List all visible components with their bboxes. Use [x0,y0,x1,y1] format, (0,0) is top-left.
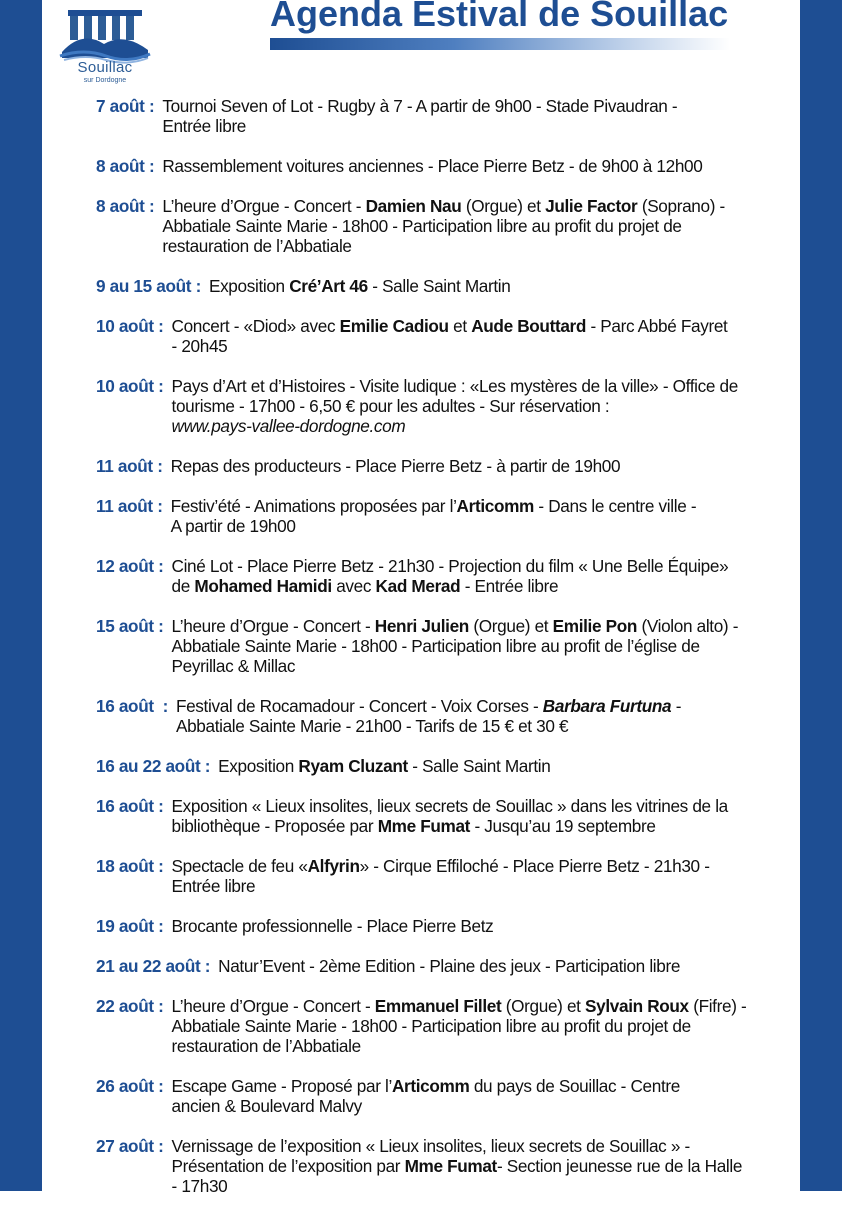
event-date: 22 août : [96,996,164,1016]
event-text: restauration de l’Abbatiale [171,1036,361,1056]
event-description-line [172,796,788,816]
event-description-line [172,656,788,676]
agenda-event [96,156,788,176]
event-text: (Violon alto) - [637,616,739,636]
event-text: Abbatiale Sainte Marie - 18h00 - Participation libre au profit du projet de [171,1016,691,1036]
event-text: Natur’Event - 2ème Edition - Plaine des jeux - Participation libre [218,956,681,976]
event-description [171,496,788,536]
event-date: 16 août : [96,696,168,716]
event-description [172,1076,788,1116]
event-description [162,156,788,176]
event-description [172,376,788,436]
event-date: 7 août : [96,96,155,116]
event-text: - Jusqu’au 19 septembre [470,816,656,836]
event-description [218,956,788,976]
agenda-list [96,96,788,1216]
event-text: Tournoi Seven of Lot - Rugby à 7 - A partir de 9h00 - Stade Pivaudran - [162,96,678,116]
logo-subtitle: sur Dordogne [83,77,127,84]
event-highlight: Julie Factor [545,196,638,216]
event-highlight: Mohamed Hamidi [194,576,332,596]
event-description-line [172,1036,788,1056]
event-highlight: Alfyrin [307,856,360,876]
event-date: 8 août : [96,156,155,176]
event-description-line [172,816,788,836]
event-text: tourisme - 17h00 - 6,50 € pour les adultes - Sur réservation : [171,396,610,416]
agenda-event [96,916,788,936]
event-text: (Soprano) - [637,196,725,216]
event-description-line [176,716,788,736]
event-date: 11 août : [96,496,163,516]
event-description-line [172,876,788,896]
agenda-event [96,316,788,356]
page-frame-left [0,0,42,1191]
event-text: - Salle Saint Martin [407,756,551,776]
agenda-event [96,996,788,1056]
event-description [172,556,788,596]
event-text: - Entrée libre [460,576,559,596]
event-description-line [172,1136,788,1156]
event-description-line [172,1016,788,1036]
agenda-event [96,376,788,436]
event-text: Abbatiale Sainte Marie - 18h00 - Participation libre au profit du projet de [162,216,682,236]
event-text: » - Cirque Effiloché - Place Pierre Betz - 21h30 - [359,856,710,876]
event-text: bibliothèque - Proposée par [171,816,378,836]
event-text: Entrée libre [171,876,256,896]
event-text: restauration de l’Abbatiale [162,236,352,256]
event-description-line [172,1096,788,1116]
event-description [172,916,788,936]
event-date: 26 août : [96,1076,164,1096]
event-description-line [172,396,788,416]
event-description-line [218,756,788,776]
event-text: du pays de Souillac - Centre [469,1076,680,1096]
agenda-event [96,496,788,536]
event-highlight: Aude Bouttard [471,316,587,336]
event-description-line [171,496,788,516]
event-description [172,856,788,896]
event-highlight: Cré’Art 46 [289,276,368,296]
event-description-line [172,1076,788,1096]
event-highlight: Henri Julien [374,616,469,636]
event-description-line [209,276,788,296]
agenda-event [96,276,788,296]
agenda-event [96,556,788,596]
event-text: (Fifre) - [688,996,747,1016]
event-description-line [172,856,788,876]
event-description [218,756,788,776]
event-description-line [162,236,788,256]
agenda-event [96,1136,788,1196]
event-text: ancien & Boulevard Malvy [171,1096,362,1116]
event-text: www.pays-vallee-dordogne.com [171,416,406,436]
event-text: L’heure d’Orgue - Concert - [171,616,375,636]
event-highlight: Mme Fumat [377,816,471,836]
event-text: Exposition [218,756,299,776]
event-date: 21 au 22 août : [96,956,211,976]
event-description [176,696,788,736]
event-description-line [172,336,788,356]
event-date: 15 août : [96,616,164,636]
event-description-line [176,696,788,716]
agenda-event [96,696,788,736]
event-text: Ciné Lot - Place Pierre Betz - 21h30 - Projection du film « Une Belle Équipe» [171,556,729,576]
event-text: Festiv’été - Animations proposées par l’ [170,496,457,516]
event-description-line [171,516,788,536]
event-text: Exposition [208,276,290,296]
event-date: 16 au 22 août : [96,756,211,776]
event-text: Abbatiale Sainte Marie - 18h00 - Participation libre au profit de l’église de [171,636,700,656]
event-highlight: Ryam Cluzant [298,756,408,776]
event-date: 12 août : [96,556,164,576]
event-date: 11 août : [96,456,163,476]
event-description-line [171,456,788,476]
event-text: Pays d’Art et d’Histoires - Visite ludique : «Les mystères de la ville» - Office de [171,376,738,396]
event-description [172,1136,788,1196]
event-description-line [172,996,788,1016]
event-date: 10 août : [96,316,164,336]
event-text: Peyrillac & Millac [171,656,296,676]
event-description-line [162,196,788,216]
event-description-line [162,96,788,116]
event-highlight: Barbara Furtuna [542,696,672,716]
logo-name: Souillac [77,59,133,76]
agenda-event [96,616,788,676]
event-description [172,796,788,836]
event-text: (Orgue) et [461,196,546,216]
event-text: Escape Game - Proposé par l’ [171,1076,392,1096]
event-highlight: Articomm [456,496,534,516]
event-highlight: Kad Merad [375,576,461,596]
event-highlight: Emmanuel Fillet [374,996,502,1016]
agenda-event [96,756,788,776]
event-description-line [162,216,788,236]
event-description-line [162,116,788,136]
event-description-line [172,316,788,336]
event-description-line [172,636,788,656]
event-text: Brocante professionnelle - Place Pierre Betz [171,916,494,936]
event-text: et [448,316,472,336]
event-date: 10 août : [96,376,164,396]
event-date: 18 août : [96,856,164,876]
event-date: 19 août : [96,916,164,936]
agenda-event [96,96,788,136]
event-text: Vernissage de l’exposition « Lieux insolites, lieux secrets de Souillac » - [171,1136,690,1156]
event-text: Repas des producteurs - Place Pierre Betz - à partir de 19h00 [170,456,621,476]
title-underline-bar [270,38,730,50]
event-text: Abbatiale Sainte Marie - 21h00 - Tarifs de 15 € et 30 € [175,716,569,736]
event-date: 8 août : [96,196,155,216]
event-description [209,276,788,296]
event-text: de [171,576,195,596]
event-description [172,996,788,1056]
event-highlight: Mme Fumat [404,1156,497,1176]
event-text: - Parc Abbé Fayret [586,316,728,336]
event-description [171,456,788,476]
event-date: 9 au 15 août : [96,276,201,296]
event-date: 27 août : [96,1136,164,1156]
event-highlight: Emilie Pon [552,616,638,636]
event-text: - Salle Saint Martin [367,276,511,296]
event-text: L’heure d’Orgue - Concert - [171,996,375,1016]
event-description-line [172,576,788,596]
event-description-line [172,1176,788,1196]
event-description [162,196,788,256]
event-text: Spectacle de feu « [171,856,308,876]
event-highlight: Sylvain Roux [585,996,689,1016]
event-description-line [172,616,788,636]
agenda-event [96,956,788,976]
event-highlight: Emilie Cadiou [339,316,449,336]
event-description-line [172,1156,788,1176]
agenda-event [96,196,788,256]
event-description-line [172,416,788,436]
event-text: Entrée libre [162,116,247,136]
agenda-event [96,1076,788,1116]
event-text: A partir de 19h00 [170,516,296,536]
page-title: Agenda Estival de Souillac [270,0,729,34]
event-text: (Orgue) et [468,616,553,636]
agenda-event [96,456,788,476]
event-description-line [162,156,788,176]
page-frame-right [800,0,842,1191]
event-date: 16 août : [96,796,164,816]
event-text: (Orgue) et [501,996,586,1016]
event-description [172,316,788,356]
event-text: Présentation de l’exposition par [171,1156,405,1176]
event-description-line [218,956,788,976]
event-highlight: Damien Nau [365,196,462,216]
event-text: - Dans le centre ville - [533,496,697,516]
event-description [172,616,788,676]
event-text: Festival de Rocamadour - Concert - Voix Corses - [175,696,543,716]
event-text: - Section jeunesse rue de la Halle [496,1156,743,1176]
agenda-event [96,796,788,836]
event-description-line [172,376,788,396]
event-text: avec [331,576,376,596]
event-highlight: Articomm [391,1076,470,1096]
agenda-event [96,856,788,896]
event-text: L’heure d’Orgue - Concert - [162,196,366,216]
event-text: - [671,696,682,716]
event-description-line [172,916,788,936]
event-text: Exposition « Lieux insolites, lieux secrets de Souillac » dans les vitrines de la [171,796,728,816]
event-text: - 20h45 [171,336,228,356]
event-description [162,96,788,136]
event-text: - 17h30 [171,1176,228,1196]
event-text: Concert - «Diod» avec [171,316,340,336]
event-description-line [172,556,788,576]
event-text: Rassemblement voitures anciennes - Place Pierre Betz - de 9h00 à 12h00 [162,156,703,176]
